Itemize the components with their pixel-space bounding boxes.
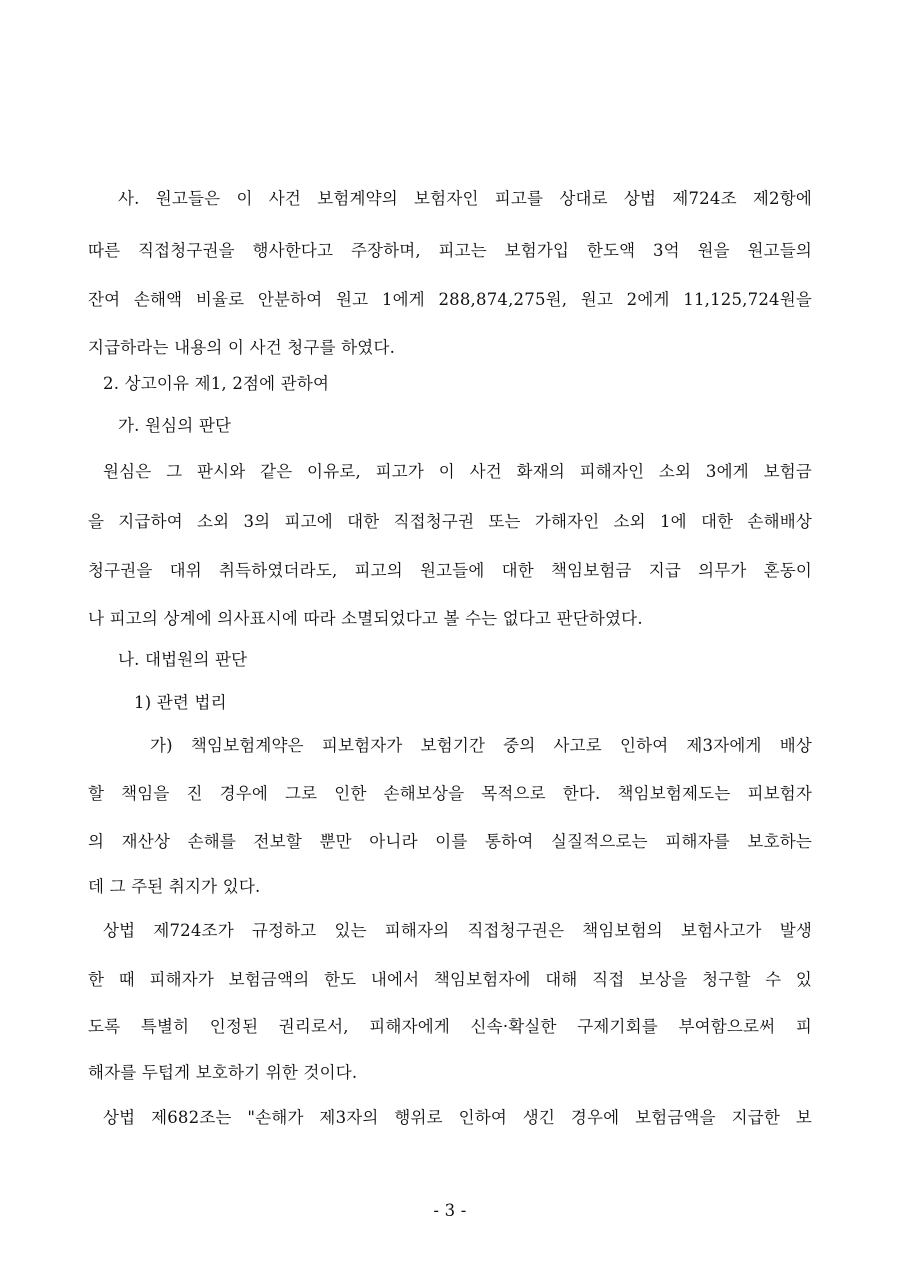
subheading-na: 나. 대법원의 판단 xyxy=(118,650,248,669)
paragraph-line-20: 해자를 두텁게 보호하기 위한 것이다. xyxy=(88,1063,358,1082)
paragraph-line-14: 할 책임을 진 경우에 그로 인한 손해보상을 목적으로 한다. 책임보험제도는 피보험자 xyxy=(88,784,812,803)
paragraph-line-10: 나 피고의 상계에 의사표시에 따라 소멸되었다고 볼 수는 없다고 판단하였다. xyxy=(88,609,643,628)
subheading-1: 1) 관련 법리 xyxy=(134,693,227,712)
paragraph-line-7: 원심은 그 판시와 같은 이유로, 피고가 이 사건 화재의 피해자인 소외 3에게 보험금 xyxy=(103,462,812,481)
paragraph-line-2: 따른 직접청구권을 행사한다고 주장하며, 피고는 보험가입 한도액 3억 원을 원고들의 xyxy=(88,241,812,260)
paragraph-line-15: 의 재산상 손해를 전보할 뿐만 아니라 이를 통하여 실질적으로는 피해자를 보호하는 xyxy=(88,832,812,851)
page-number: - 3 - xyxy=(433,1201,467,1220)
section-heading-2: 2. 상고이유 제1, 2점에 관하여 xyxy=(103,374,330,393)
paragraph-line-18: 한 때 피해자가 보험금액의 한도 내에서 책임보험자에 대해 직접 보상을 청구할 수 있 xyxy=(88,970,812,989)
paragraph-line-13: 가) 책임보험계약은 피보험자가 보험기간 중의 사고로 인하여 제3자에게 배상 xyxy=(150,736,812,755)
paragraph-line-17: 상법 제724조가 규정하고 있는 피해자의 직접청구권은 책임보험의 보험사고가 발생 xyxy=(103,921,812,940)
subheading-ga: 가. 원심의 판단 xyxy=(118,416,232,435)
paragraph-line-19: 도록 특별히 인정된 권리로서, 피해자에게 신속·확실한 구제기회를 부여함으로써 피 xyxy=(88,1017,812,1036)
paragraph-line-4: 지급하라는 내용의 이 사건 청구를 하였다. xyxy=(88,338,396,357)
paragraph-line-21: 상법 제682조는 "손해가 제3자의 행위로 인하여 생긴 경우에 보험금액을 지급한 보 xyxy=(103,1108,812,1127)
paragraph-line-16: 데 그 주된 취지가 있다. xyxy=(88,877,261,896)
paragraph-line-9: 청구권을 대위 취득하였더라도, 피고의 원고들에 대한 책임보험금 지급 의무가 혼동이 xyxy=(88,561,812,580)
paragraph-line-1: 사. 원고들은 이 사건 보험계약의 보험자인 피고를 상대로 상법 제724조 제2항에 xyxy=(118,189,812,208)
paragraph-line-8: 을 지급하여 소외 3의 피고에 대한 직접청구권 또는 가해자인 소외 1에 대한 손해배상 xyxy=(88,512,812,531)
paragraph-line-3: 잔여 손해액 비율로 안분하여 원고 1에게 288,874,275원, 원고 2에게 11,125,724원을 xyxy=(88,290,812,309)
